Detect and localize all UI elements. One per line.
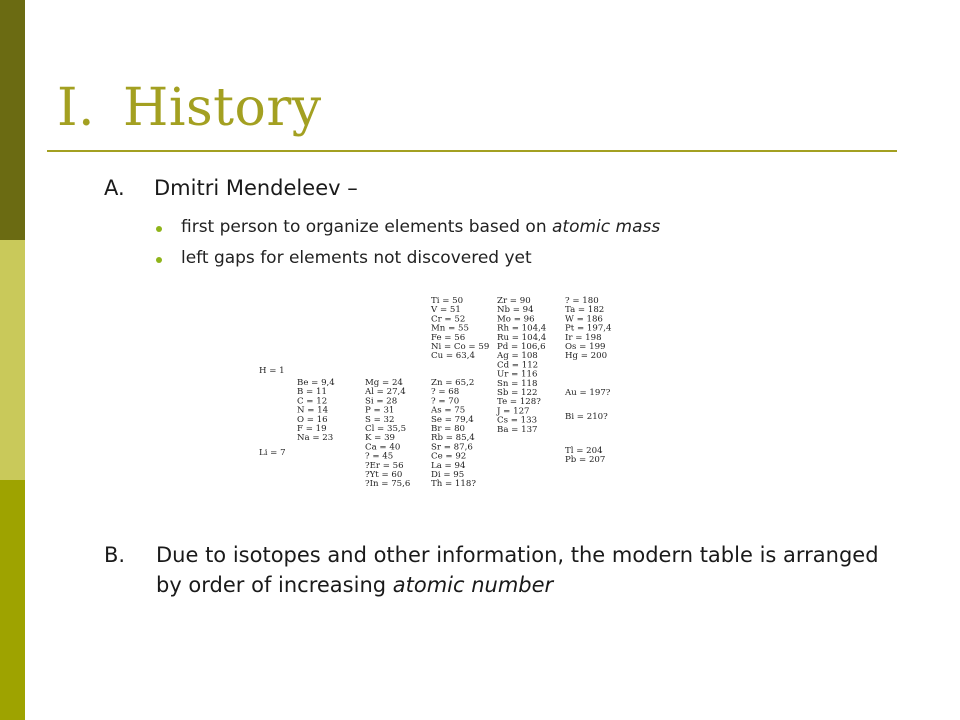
col4-entry: Se = 79,4 <box>431 414 474 425</box>
col4-entry: La = 94 <box>431 460 466 471</box>
col1-entry: H = 1 <box>259 366 285 376</box>
col4-entry: Sr = 87,6 <box>431 442 473 453</box>
col4-entry: Di = 95 <box>431 470 465 480</box>
col4-top-entry: Ti = 50 <box>431 296 464 306</box>
bullet-emphasis: atomic mass <box>552 217 661 237</box>
col5-entry: Ag = 108 <box>497 351 538 362</box>
col6-entry: Pt = 197,4 <box>565 323 612 334</box>
col5-entry: J = 127 <box>497 406 530 417</box>
bullet-dot-icon <box>156 226 162 232</box>
col2-entry: C = 12 <box>297 396 328 407</box>
col4-entry: Th = 118? <box>431 479 476 490</box>
col2-entry: O = 16 <box>297 414 328 425</box>
bullet-text: left gaps for elements not discovered yet <box>181 248 532 268</box>
side-bar-bottom <box>0 480 25 720</box>
col6-entry: W = 186 <box>565 314 603 325</box>
side-bar-top <box>0 0 25 240</box>
item-b-marker: B. <box>104 543 126 567</box>
col6-entry: Tl = 204 <box>565 446 603 456</box>
col4-entry: As = 75 <box>431 405 466 416</box>
slide-title <box>57 78 322 138</box>
bullet-list <box>156 217 660 279</box>
col4-top-entry: Mn = 55 <box>431 323 469 334</box>
bullet-item <box>156 248 660 279</box>
col3-entry: Cl = 35,5 <box>365 424 407 434</box>
col5-entry: Pd = 106,6 <box>497 342 546 352</box>
col5-entry: Ba = 137 <box>497 424 538 435</box>
col5-entry: Cd = 112 <box>497 360 539 371</box>
col3-entry: ?In = 75,6 <box>365 479 411 490</box>
col5-entry: Ur = 116 <box>497 369 538 380</box>
col3-entry: ?Yt = 60 <box>365 470 403 480</box>
item-b-body <box>104 540 884 600</box>
side-bar-middle <box>0 240 25 480</box>
col3-entry: ?Er = 56 <box>365 460 404 471</box>
title-number: I. <box>57 78 96 138</box>
col5-entry: Ru = 104,4 <box>497 332 547 343</box>
item-a-text: Dmitri Mendeleev – <box>154 176 358 200</box>
col2-entry: B = 11 <box>297 387 327 398</box>
item-a-marker: A. <box>104 176 125 200</box>
col4-top-entry: Cu = 63,4 <box>431 351 475 362</box>
item-a <box>104 176 358 200</box>
col4-top-entry: Ni = Co = 59 <box>431 342 490 352</box>
col4-entry: Rb = 85,4 <box>431 433 475 444</box>
item-b-text: Due to isotopes and other information, the modern table is arranged by order of increasing <box>156 543 879 597</box>
col4-entry: Br = 80 <box>431 424 466 434</box>
item-b-emphasis: atomic number <box>392 573 554 597</box>
col3-entry: K = 39 <box>365 433 396 444</box>
col5-entry: Te = 128? <box>497 397 541 408</box>
col3-entry: ? = 45 <box>365 451 394 462</box>
col6-entry: ? = 180 <box>565 296 599 306</box>
col6-entry: Ir = 198 <box>565 332 602 343</box>
title-divider <box>47 150 897 152</box>
col6-entry: Hg = 200 <box>565 351 608 362</box>
col3-entry: Ca = 40 <box>365 442 401 453</box>
col3-entry: Mg = 24 <box>365 378 403 388</box>
col5-entry: Zr = 90 <box>497 296 531 306</box>
col1-entry: Li = 7 <box>259 448 286 458</box>
col5-entry: Mo = 96 <box>497 314 535 325</box>
bullet-dot-icon <box>156 257 162 263</box>
col5-entry: Sb = 122 <box>497 388 538 398</box>
col3-entry: Al = 27,4 <box>365 387 406 398</box>
col5-entry: Rh = 104,4 <box>497 323 547 334</box>
col6-entry: Bi = 210? <box>565 412 608 422</box>
col6-entry: Ta = 182 <box>565 305 605 316</box>
col2-entry: Be = 9,4 <box>297 378 335 388</box>
col4-entry: ? = 68 <box>431 387 460 398</box>
item-b <box>104 540 884 600</box>
col6-entry: Pb = 207 <box>565 455 606 466</box>
col2-entry: F = 19 <box>297 424 327 434</box>
col3-entry: P = 31 <box>365 405 395 416</box>
col4-entry: Zn = 65,2 <box>431 378 475 388</box>
col5-entry: Nb = 94 <box>497 305 534 316</box>
col5-entry: Sn = 118 <box>497 378 538 389</box>
col4-top-entry: Fe = 56 <box>431 332 466 343</box>
col4-entry: Ce = 92 <box>431 451 467 462</box>
col6-entry: Os = 199 <box>565 342 606 352</box>
bullet-text: first person to organize elements based on <box>181 217 553 237</box>
mendeleev-table-image <box>245 285 645 523</box>
col6-entry: Au = 197? <box>565 388 611 398</box>
col2-entry: Na = 23 <box>297 433 334 444</box>
col3-entry: Si = 28 <box>365 396 398 407</box>
col3-entry: S = 32 <box>365 414 395 425</box>
col5-entry: Cs = 133 <box>497 415 538 426</box>
col4-top-entry: V = 51 <box>431 305 461 316</box>
title-text: History <box>123 78 322 138</box>
bullet-item <box>156 217 660 248</box>
col4-top-entry: Cr = 52 <box>431 314 466 325</box>
col2-entry: N = 14 <box>297 405 329 416</box>
col4-entry: ? = 70 <box>431 396 460 407</box>
